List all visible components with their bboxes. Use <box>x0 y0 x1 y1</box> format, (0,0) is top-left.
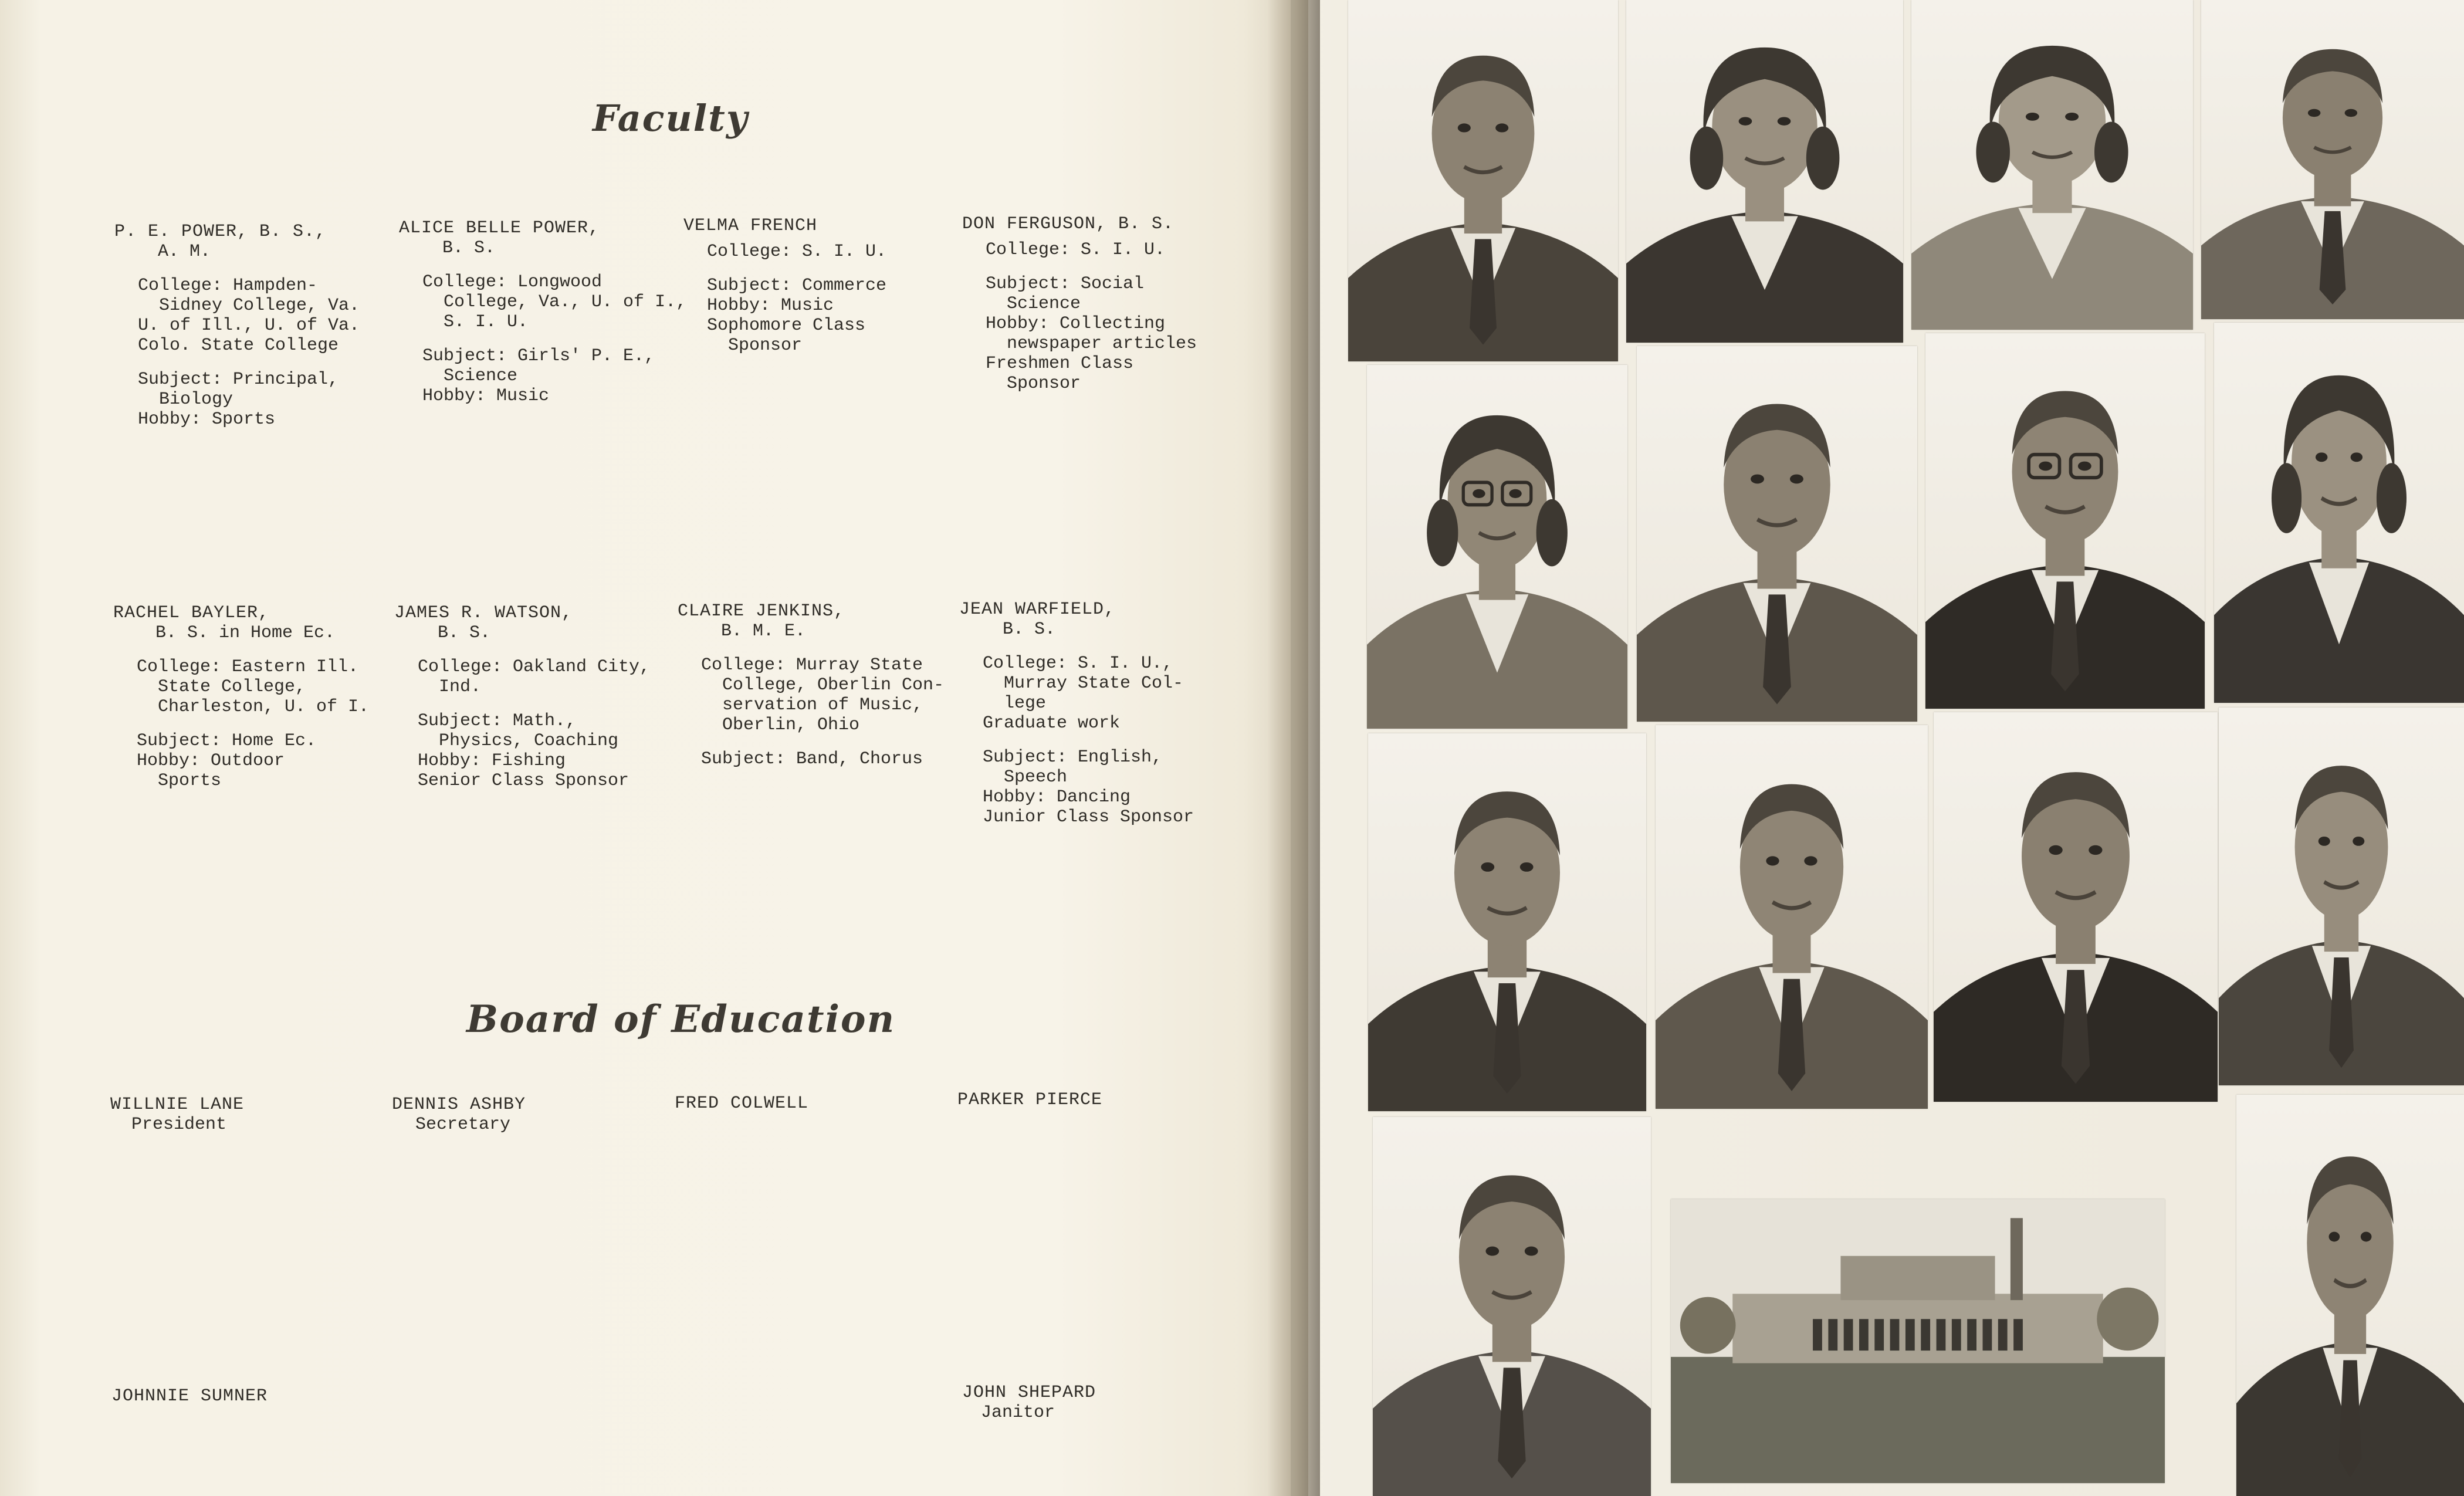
faculty-college: College: Oakland City, Ind. <box>418 657 651 697</box>
faculty-entry <box>678 601 947 769</box>
faculty-college: College: Longwood College, Va., U. of I., S. I. U. <box>422 272 687 332</box>
faculty-details: Subject: Home Ec. Hobby: Outdoor Sports <box>137 731 317 791</box>
faculty-degree: B. S. in Home Ec. <box>155 623 336 643</box>
faculty-name: JAMES R. WATSON, <box>394 603 573 623</box>
faculty-degree: B. S. <box>442 238 496 258</box>
faculty-degree: B. S. <box>1003 620 1056 639</box>
faculty-portrait <box>2201 0 2464 319</box>
board-member <box>675 1094 945 1113</box>
faculty-college: College: Eastern Ill. State College, Charleston, U. of I. <box>137 657 370 717</box>
faculty-degree: B. S. <box>438 623 491 643</box>
board-member <box>110 1095 380 1135</box>
board-member-name: FRED COLWELL <box>675 1094 809 1113</box>
board-member <box>392 1095 662 1135</box>
faculty-entry <box>394 603 664 791</box>
faculty-entry <box>399 218 687 406</box>
faculty-entry <box>114 222 384 429</box>
faculty-entry <box>683 216 953 356</box>
faculty-portrait <box>1626 0 1903 343</box>
faculty-college: College: S. I. U. <box>986 240 1166 260</box>
faculty-name: RACHEL BAYLER, <box>113 603 270 623</box>
faculty-degree: A. M. <box>158 242 211 262</box>
faculty-portrait <box>1367 365 1627 729</box>
faculty-portrait <box>1911 0 2193 330</box>
page-gutter <box>1267 0 1320 1496</box>
faculty-name: VELMA FRENCH <box>683 216 818 236</box>
board-member-name: JOHNNIE SUMNER <box>111 1386 268 1406</box>
faculty-portrait <box>2214 323 2464 703</box>
faculty-name: DON FERGUSON, B. S. <box>962 214 1175 234</box>
board-portrait <box>1373 1117 1651 1496</box>
faculty-college: College: S. I. U., Murray State Col- lege Graduate work <box>983 654 1184 733</box>
board-member-name: JOHN SHEPARD <box>962 1383 1096 1403</box>
faculty-college: College: S. I. U. <box>707 242 887 262</box>
faculty-portrait <box>1656 725 1928 1109</box>
faculty-entry <box>959 600 1229 827</box>
faculty-portrait <box>1637 346 1917 722</box>
faculty-portrait <box>1368 733 1646 1111</box>
board-member-role: President <box>131 1115 227 1135</box>
board-member <box>111 1386 381 1406</box>
board-member-name: PARKER PIERCE <box>957 1090 1103 1110</box>
faculty-name: P. E. POWER, B. S., <box>114 222 327 242</box>
faculty-details: Subject: Band, Chorus <box>701 749 923 769</box>
board-portrait <box>2236 1095 2464 1496</box>
faculty-entry <box>113 603 383 791</box>
faculty-portrait <box>1934 712 2218 1102</box>
faculty-details: Subject: Principal, Biology Hobby: Sports <box>138 370 339 429</box>
faculty-heading: Faculty <box>593 97 749 140</box>
faculty-portrait <box>1925 333 2205 709</box>
faculty-entry <box>962 214 1232 394</box>
faculty-degree: B. M. E. <box>721 621 806 641</box>
board-member-role: Janitor <box>981 1403 1055 1423</box>
board-member-role: Secretary <box>415 1115 511 1135</box>
board-heading: Board of Education <box>466 997 896 1041</box>
board-member-name: WILLNIE LANE <box>110 1095 245 1115</box>
faculty-details: Subject: Girls' P. E., Science Hobby: Music <box>422 346 655 406</box>
board-member <box>957 1090 1227 1110</box>
school-building-photo <box>1671 1199 2165 1483</box>
faculty-portrait <box>2219 708 2464 1085</box>
faculty-details: Subject: Commerce Hobby: Music Sophomore Class Sponsor <box>707 276 887 356</box>
board-member-name: DENNIS ASHBY <box>392 1095 526 1115</box>
board-member <box>962 1383 1232 1423</box>
faculty-portrait <box>1348 0 1618 361</box>
faculty-name: JEAN WARFIELD, <box>959 600 1116 620</box>
faculty-name: CLAIRE JENKINS, <box>678 601 845 621</box>
faculty-name: ALICE BELLE POWER, <box>399 218 600 238</box>
faculty-details: Subject: English, Speech Hobby: Dancing Junior Class Sponsor <box>983 747 1194 827</box>
faculty-college: College: Hampden- Sidney College, Va. U. of Ill., U. of Va. Colo. State College <box>138 276 360 356</box>
faculty-college: College: Murray State College, Oberlin Con- servation of Music, Oberlin, Ohio <box>701 655 945 735</box>
faculty-details: Subject: Math., Physics, Coaching Hobby: Fishing Senior Class Sponsor <box>418 711 629 791</box>
faculty-details: Subject: Social Science Hobby: Collecting newspaper articles Freshmen Class Sponsor <box>986 274 1197 394</box>
